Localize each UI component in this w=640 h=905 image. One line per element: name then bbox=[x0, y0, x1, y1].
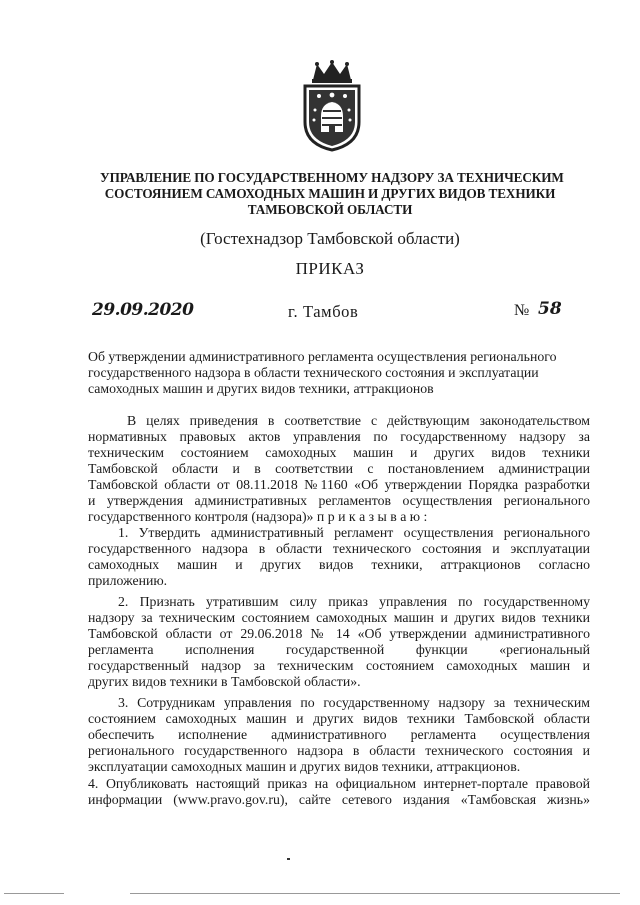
body-line: Тамбовской области от 08.11.2018 №1160 «Об утверждении Порядка разработки bbox=[88, 477, 590, 492]
agency-name-line: ТАМБОВСКОЙ ОБЛАСТИ bbox=[247, 202, 413, 217]
body-line: Тамбовской области и в соответствии с постановлением администрации bbox=[88, 461, 590, 476]
body-line: эксплуатации самоходных машин и других видов техники, аттракционов. bbox=[88, 759, 521, 774]
handwritten-date: 29.09.2020 bbox=[92, 300, 194, 320]
city-name: г. Тамбов bbox=[288, 302, 359, 321]
body-line: Тамбовской области от 29.06.2018 № 14 «Об утверждении административного bbox=[88, 626, 590, 641]
body-line: 4. Опубликовать настоящий приказ на официальном интернет-портале правовой bbox=[88, 776, 590, 791]
body-line: 2. Признать утратившим силу приказ управления по государственному bbox=[118, 594, 590, 609]
body-line: регионального государственного надзора в области технического состояния и bbox=[88, 743, 590, 758]
body-line: самоходных машин и других видов техники, аттракционов согласно bbox=[88, 557, 590, 572]
agency-name-line: УПРАВЛЕНИЕ ПО ГОСУДАРСТВЕННОМУ НАДЗОРУ ЗА ТЕХНИЧЕСКИМ bbox=[100, 170, 564, 185]
body-line: и утверждения административных регламентов осуществления регионального bbox=[88, 493, 590, 508]
body-line: нормативных правовых актов управления по государственному надзору за bbox=[88, 429, 590, 444]
body-line: 1. Утвердить административный регламент осуществления регионального bbox=[118, 525, 590, 540]
body-line: государственный надзор за техническим состоянием самоходных машин и bbox=[88, 658, 590, 673]
number-label: № bbox=[514, 302, 530, 319]
order-title-line: Об утверждении административного регламента осуществления регионального bbox=[88, 349, 557, 364]
scan-edge-line bbox=[4, 893, 64, 894]
body-line: В целях приведения в соответствие с действующим законодательством bbox=[127, 413, 590, 428]
body-line: информации (www.pravo.gov.ru), сайте сетевого издания «Тамбовская жизнь» bbox=[88, 792, 590, 807]
body-line: приложению. bbox=[88, 573, 168, 588]
scan-edge-line bbox=[130, 893, 620, 894]
order-title-line: государственного надзора в области технического состояния и эксплуатации bbox=[88, 365, 539, 380]
order-title-line: самоходных машин и других видов техники, аттракционов bbox=[88, 381, 434, 396]
agency-name-line: СОСТОЯНИЕМ САМОХОДНЫХ МАШИН И ДРУГИХ ВИДОВ ТЕХНИКИ bbox=[104, 186, 556, 201]
body-line: государственного надзора в области технического состояния и эксплуатации bbox=[88, 541, 590, 556]
document-type-heading: ПРИКАЗ bbox=[295, 259, 365, 278]
body-line: других видов техники в Тамбовской области». bbox=[88, 674, 361, 689]
body-line: государственного контроля (надзора)» п р и к а з ы в а ю : bbox=[88, 509, 428, 524]
agency-name bbox=[100, 170, 564, 218]
agency-short-name: (Гостехнадзор Тамбовской области) bbox=[200, 229, 460, 248]
body-line: обеспечить исполнение административного регламента осуществления bbox=[88, 727, 590, 742]
body-line: 3. Сотрудникам управления по государственному надзору за техническим bbox=[118, 695, 590, 710]
body-line: регламента исполнения государственной функции «региональный bbox=[88, 642, 590, 657]
body-line: надзору за техническим состоянием самоходных машин и других видов техники bbox=[88, 610, 590, 625]
scan-mark bbox=[287, 858, 290, 860]
body-line: техническим состоянием самоходных машин и других видов техники bbox=[88, 445, 590, 460]
tambov-oblast-coat-of-arms-icon bbox=[299, 60, 365, 152]
body-line: состоянием самоходных машин и других видов техники Тамбовской области bbox=[88, 711, 590, 726]
handwritten-order-number: 58 bbox=[538, 299, 562, 319]
